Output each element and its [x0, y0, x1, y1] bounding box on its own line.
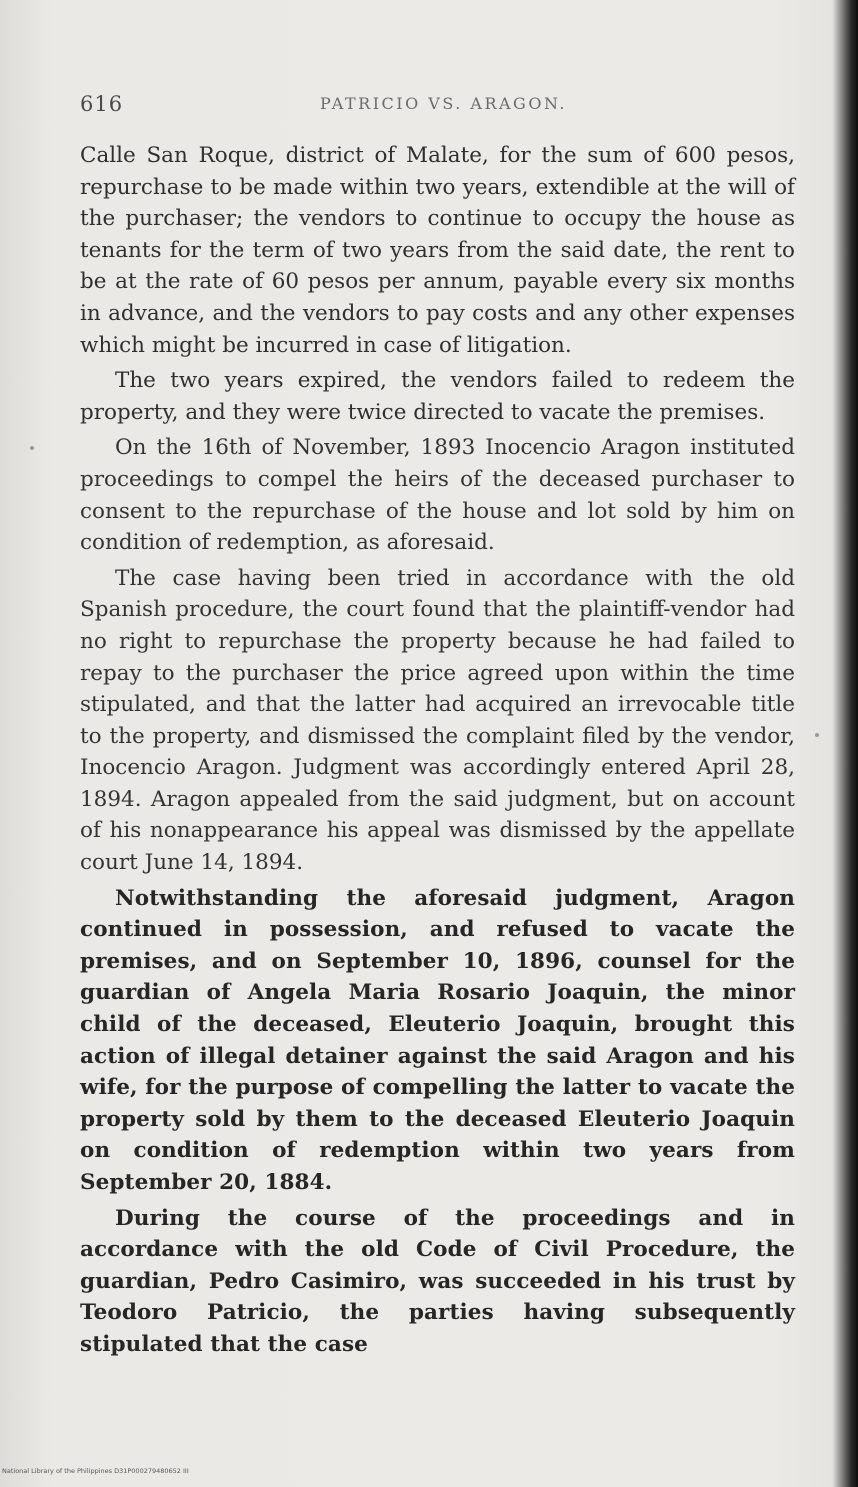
body-text — [80, 140, 795, 1365]
margin-mark — [30, 446, 34, 450]
paragraph-4: The case having been tried in accordance with the old Spanish procedure, the court found that the plaintiff-vendor had no right to repurchase the property because he had failed to repay to the purchaser the price agreed upon within the time stipulated, and that the latter had acquired an irrevocable title to the property, and dismissed the complaint filed by the vendor, Inocencio Aragon. Judgment was accordingly entered April 28, 1894. Aragon appealed from the said judgment, but on account of his nonappearance his appeal was dismissed by the appellate court June 14, 1894. — [80, 565, 795, 876]
paragraph-1: Calle San Roque, district of Malate, for the sum of 600 pesos, repurchase to be made within two years, extendible at the will of the purchaser; the vendors to continue to occupy the house as tenants for the term of two years from the said date, the rent to be at the rate of 60 pesos per annum, payable every six months in advance, and the vendors to pay costs and any other expenses which might be incurred in case of litigation. — [80, 143, 795, 358]
paragraph-5: Notwithstanding the aforesaid judgment, Aragon continued in possession, and refused to vacate the premises, and on September 10, 1896, counsel for the guardian of Angela Maria Rosario Joaquin, the minor child of the deceased, Eleuterio Joaquin, brought this action of illegal detainer against the said Aragon and his wife, for the purpose of compelling the latter to vacate the property sold by them to the deceased Eleuterio Joaquin on condition of redemption within two years from September 20, 1884. — [80, 885, 795, 1195]
paragraph-6: During the course of the proceedings and in accordance with the old Code of Civil Procedure, the guardian, Pedro Casimiro, was succeeded in his trust by Teodoro Patricio, the parties having subsequently stipulated that the case — [80, 1205, 795, 1357]
paragraph-3: On the 16th of November, 1893 Inocencio Aragon instituted proceedings to compel the heirs of the deceased purchaser to consent to the repurchase of the house and lot sold by him on condition of redemption, as aforesaid. — [80, 435, 795, 556]
running-title: PATRICIO VS. ARAGON. — [320, 94, 568, 113]
margin-mark — [815, 733, 819, 737]
paragraph-2: The two years expired, the vendors failed to redeem the property, and they were twice directed to vacate the premises. — [80, 368, 795, 425]
library-credit: National Library of the Philippines D31P000279480652 III — [2, 1467, 189, 1475]
page-header — [80, 92, 810, 122]
page-number: 616 — [80, 92, 124, 116]
